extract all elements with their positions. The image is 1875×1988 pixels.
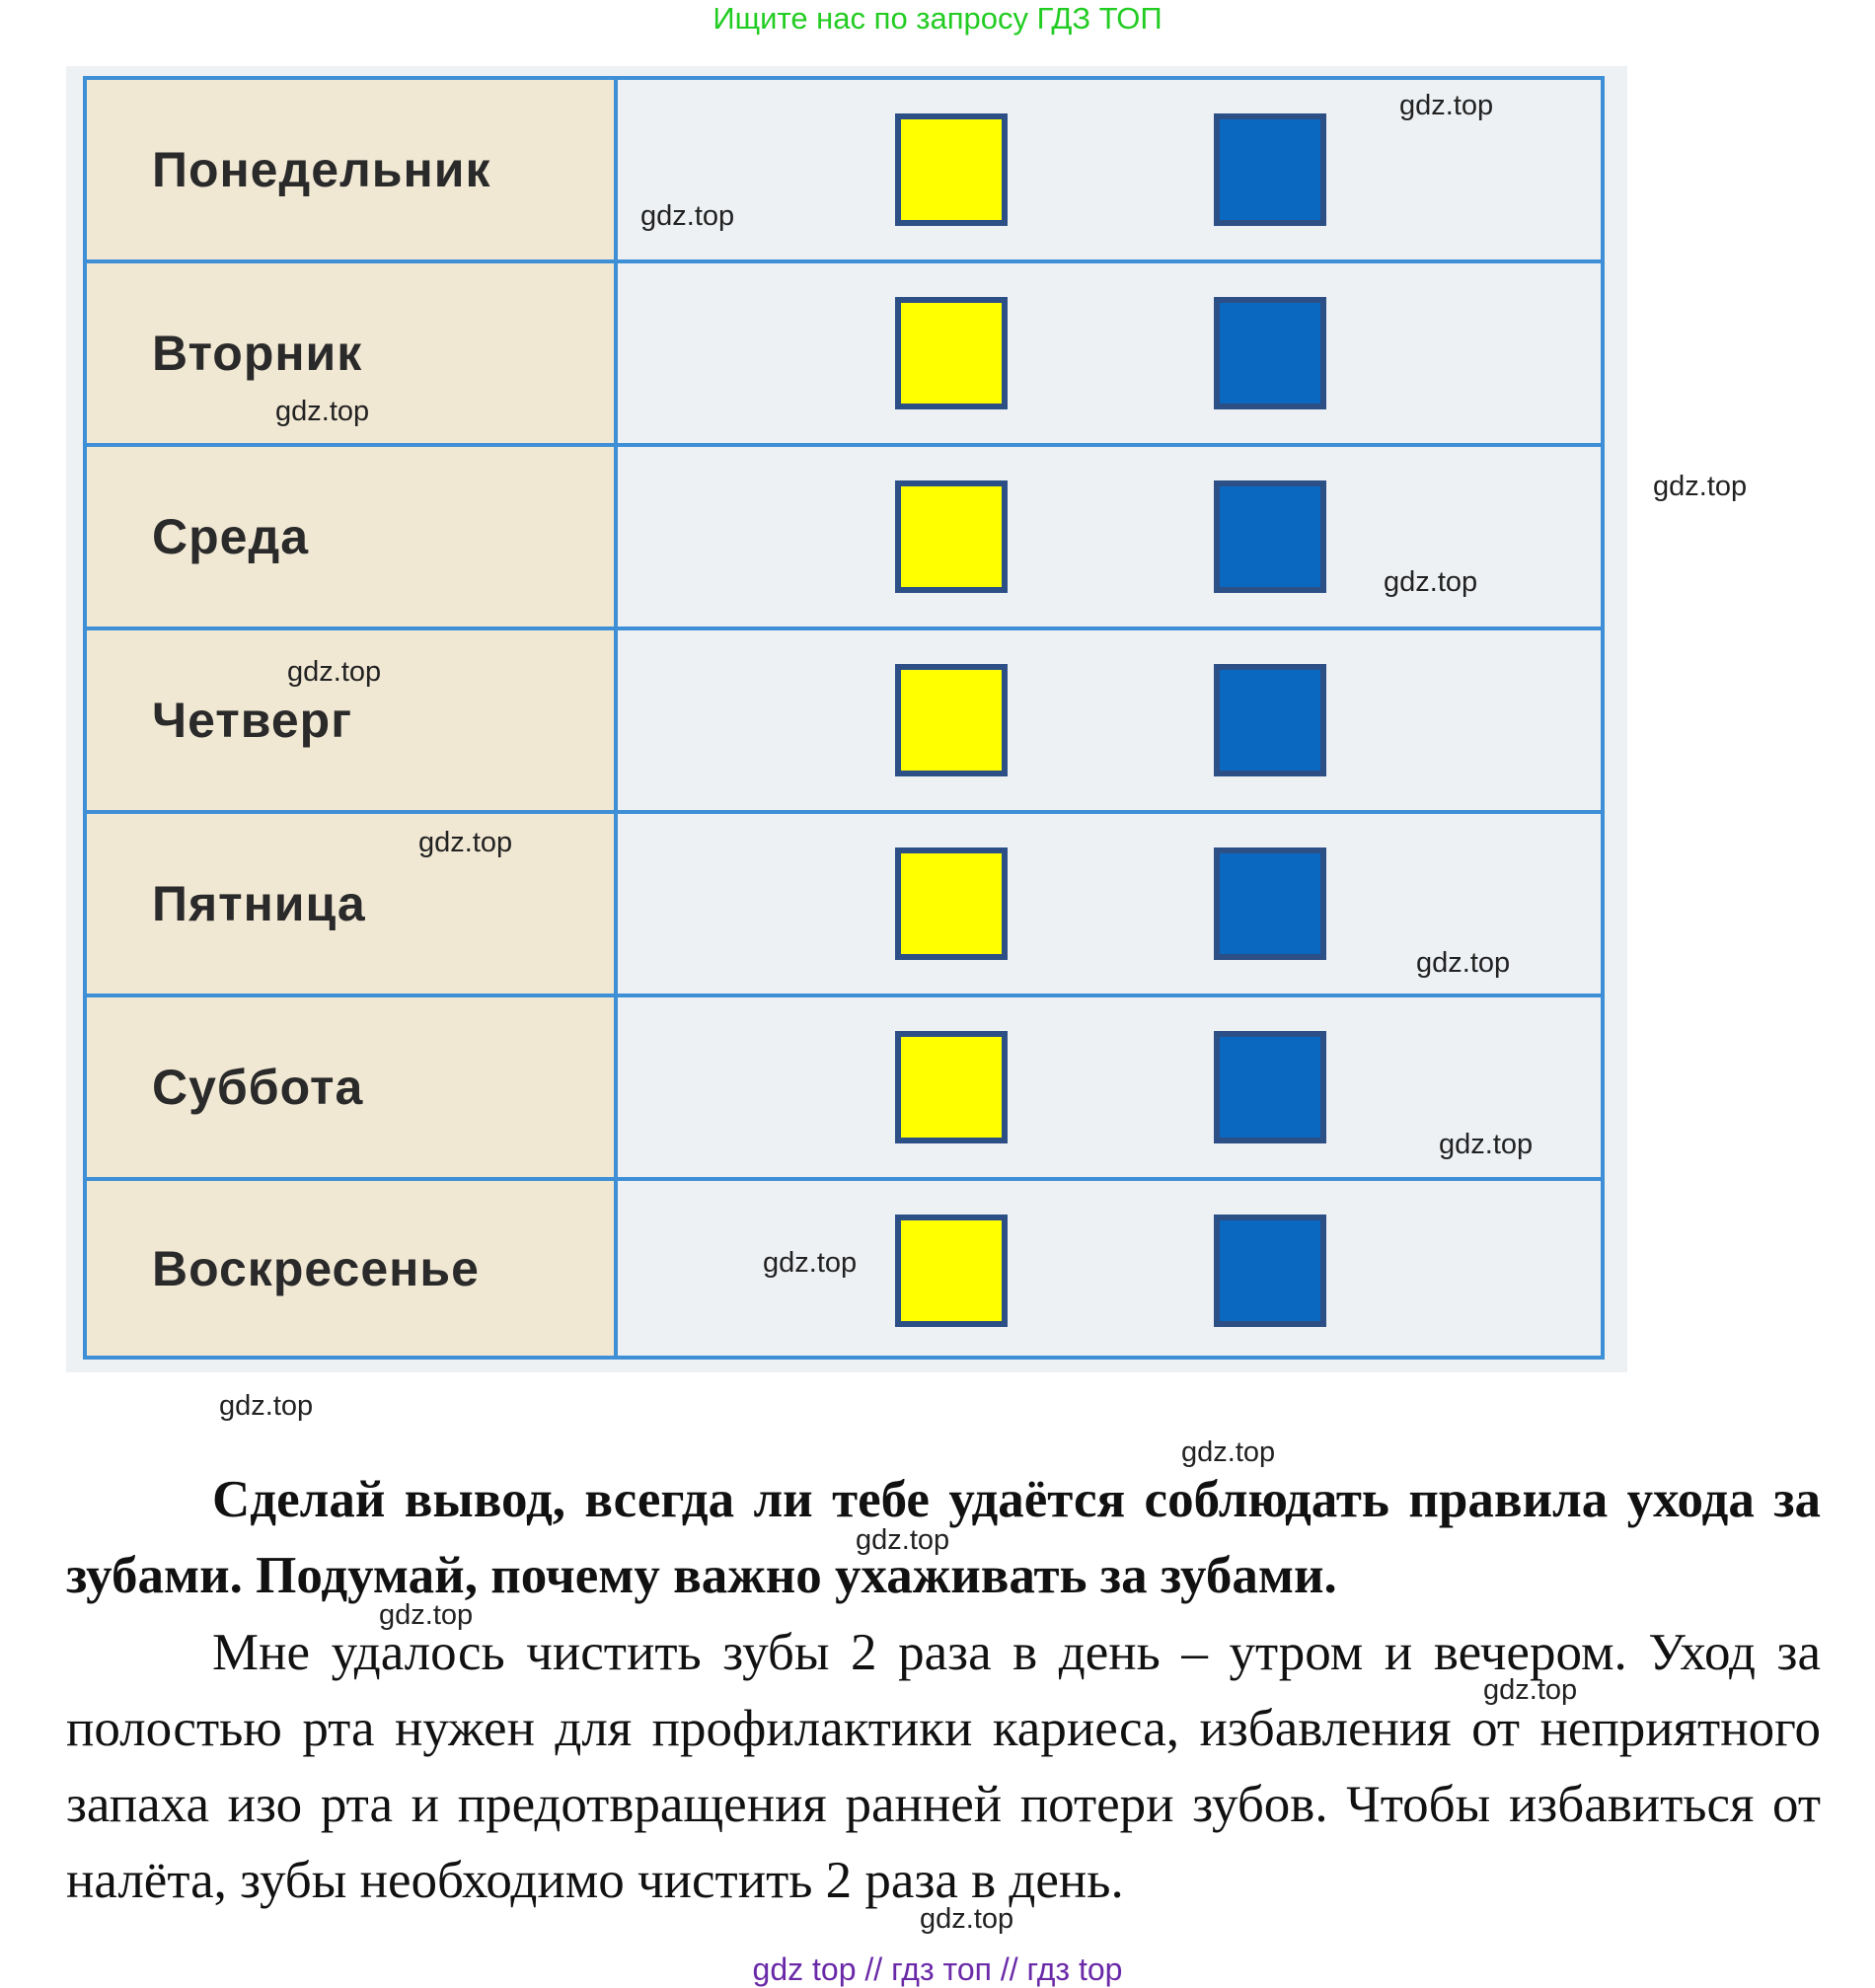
evening-square [1214,113,1326,226]
morning-square [895,1031,1008,1143]
watermark: gdz.top [1439,1129,1534,1160]
evening-square [1214,480,1326,593]
watermark: gdz.top [379,1599,474,1631]
tooth-brushing-table [83,76,1605,1360]
morning-square [895,664,1008,776]
search-banner: Ищите нас по запросу ГДЗ ТОП [712,1,1162,36]
watermark: gdz.top [763,1247,858,1279]
evening-square [1214,847,1326,960]
day-label: Понедельник [152,142,491,197]
watermark: gdz.top [640,200,735,232]
watermark: gdz.top [856,1524,950,1556]
answer-text [66,1615,1821,1919]
watermark: gdz.top [287,656,382,688]
table-row [87,447,1601,630]
table-row [87,814,1601,997]
day-label: Суббота [152,1060,364,1115]
morning-square [895,847,1008,960]
evening-square [1214,1031,1326,1143]
day-label: Пятница [152,876,366,931]
table-row [87,997,1601,1181]
watermark: gdz.top [1416,947,1511,979]
watermark: gdz.top [219,1390,314,1422]
day-cell [87,447,618,626]
morning-square [895,1215,1008,1327]
watermark: gdz.top [1181,1436,1276,1468]
day-label: Среда [152,509,310,564]
day-label: Вторник [152,326,363,381]
watermark: gdz.top [275,396,370,427]
day-cell [87,814,618,994]
table-row [87,80,1601,263]
task-paragraph: Сделай вывод, всегда ли тебе удаётся соблюдать правила ухода за зубами. Подумай, почему важно ухаживать за зубами. [66,1471,1821,1604]
day-label: Воскресенье [152,1240,480,1296]
footer-links: gdz top // гдз топ // гдз top [752,1951,1123,1987]
evening-square [1214,297,1326,409]
watermark: gdz.top [1483,1674,1578,1706]
day-cell [87,997,618,1177]
day-label: Четверг [152,693,353,748]
day-cell [87,80,618,259]
evening-square [1214,664,1326,776]
evening-square [1214,1215,1326,1327]
morning-square [895,113,1008,226]
watermark: gdz.top [1384,566,1478,598]
morning-square [895,297,1008,409]
watermark: gdz.top [1653,471,1748,502]
watermark: gdz.top [418,827,513,858]
watermark: gdz.top [1399,90,1494,121]
watermark: gdz.top [920,1903,1014,1935]
morning-square [895,480,1008,593]
day-cell [87,1181,618,1356]
answer-paragraph: Мне удалось чистить зубы 2 раза в день – утром и вечером. Уход за полостью рта нужен для профилактики кариеса, избавления от неприятного запаха изо рта и предотвращения ранней потери зубов. Чтобы избавиться от налёта, зубы необходимо чистить 2 раза в день. [66,1624,1821,1909]
